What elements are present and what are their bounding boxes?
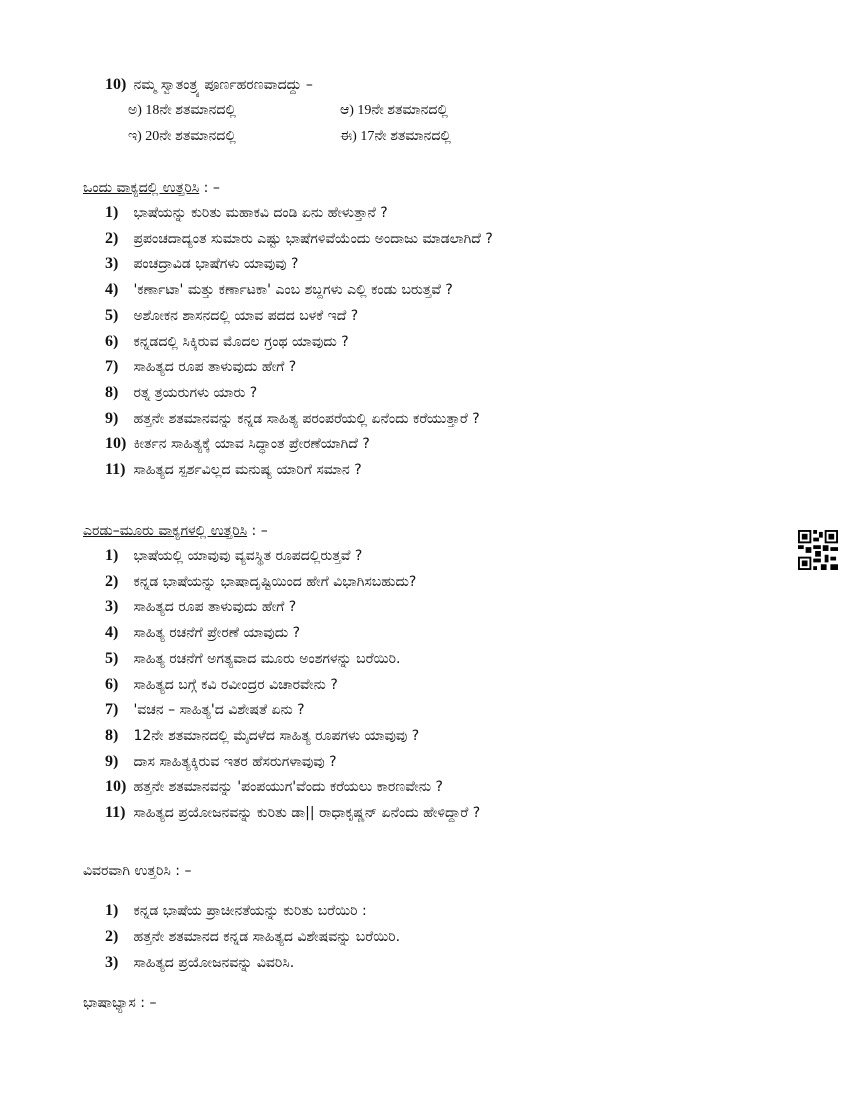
- heading-suffix: : –: [247, 523, 268, 539]
- question-item: [105, 230, 493, 248]
- question-text: ಸಾಹಿತ್ಯ ರಚನೆಗೆ ಅಗತ್ಯವಾದ ಮೂರು ಅಂಶಗಳನ್ನು ಬರೆಯಿರಿ.: [133, 650, 401, 667]
- option-text: 17ನೇ ಶತಮಾನದಲ್ಲಿ: [360, 129, 451, 144]
- question-text: ಭಾಷೆಯಲ್ಲಿ ಯಾವುವು ವ್ಯವಸ್ಥಿತ ರೂಪದಲ್ಲಿರುತ್ತವೆ ?: [133, 548, 363, 564]
- question-text: ನಮ್ಮ ಸ್ವಾತಂತ್ರ್ಯ ಪೂರ್ಣಹರಣವಾದದ್ದು –: [133, 77, 313, 93]
- question-item: [105, 624, 300, 642]
- question-item: [105, 804, 480, 822]
- question-number: 4): [105, 624, 119, 642]
- question-item: [105, 701, 305, 719]
- section3-heading: ವಿವರವಾಗಿ ಉತ್ತರಿಸಿ : –: [83, 863, 192, 879]
- qr-code-icon: [798, 530, 838, 570]
- heading-suffix: : –: [199, 180, 220, 196]
- question-item: [105, 333, 349, 351]
- question-number: 6): [105, 332, 119, 350]
- question-text: ಕನ್ನಡ ಭಾಷೆಯನ್ನು ಭಾಷಾದೃಷ್ಟಿಯಿಂದ ಹೇಗೆ ವಿಭಾಗಿಸಬಹುದು?: [133, 573, 417, 590]
- question-text: ಪಂಚದ್ರಾವಿಡ ಭಾಷೆಗಳು ಯಾವುವು ?: [133, 256, 299, 273]
- question-item: [105, 435, 370, 453]
- question-text: ಸಾಹಿತ್ಯದ ಬಗ್ಗೆ ಕವಿ ರವೀಂದ್ರರ ವಿಚಾರವೇನು ?: [133, 676, 338, 693]
- question-number: 6): [105, 675, 119, 693]
- question-number: 10): [105, 778, 127, 796]
- question-number: 3): [105, 255, 119, 273]
- question-item: [105, 461, 362, 479]
- question-number: 1): [105, 547, 119, 564]
- question-item: [105, 598, 296, 616]
- question-item: [105, 255, 299, 273]
- mcq-option: [340, 102, 448, 120]
- question-item: [105, 753, 337, 771]
- option-text: 18ನೇ ಶತಮಾನದಲ್ಲಿ: [145, 103, 237, 118]
- mcq-option: [340, 128, 451, 146]
- question-item: [105, 307, 358, 325]
- question-number: 3): [105, 954, 119, 971]
- question-item: [105, 928, 400, 946]
- question-number: 1): [105, 902, 119, 919]
- question-text: ಹತ್ತನೇ ಶತಮಾನದ ಕನ್ನಡ ಸಾಹಿತ್ಯದ ವಿಶೇಷವನ್ನು ಬರೆಯಿರಿ.: [133, 929, 401, 945]
- mcq-question: [105, 76, 313, 94]
- question-number: 8): [105, 726, 119, 744]
- mcq-option: [128, 128, 236, 146]
- heading-text: ಎರಡು–ಮೂರು ವಾಕ್ಯಗಳಲ್ಲಿ ಉತ್ತರಿಸಿ: [83, 523, 248, 539]
- question-item: [105, 410, 480, 428]
- option-text: 20ನೇ ಶತಮಾನದಲ್ಲಿ: [145, 129, 236, 144]
- question-number: 8): [105, 383, 119, 401]
- section1-heading: [83, 179, 220, 197]
- question-number: 10): [105, 435, 127, 453]
- question-text: ಕೀರ್ತನ ಸಾಹಿತ್ಯಕ್ಕೆ ಯಾವ ಸಿದ್ಧಾಂತ ಪ್ರೇರಣೆಯಾಗಿದೆ ?: [133, 436, 370, 453]
- question-number: 4): [105, 281, 119, 299]
- question-item: [105, 650, 400, 668]
- option-label: ಆ): [340, 103, 354, 118]
- question-text: ಹತ್ತನೇ ಶತಮಾನವನ್ನು 'ಪಂಪಯುಗ'ವೆಂದು ಕರೆಯಲು ಕಾರಣವೇನು ?: [133, 779, 443, 796]
- question-item: [105, 954, 294, 972]
- question-item: [105, 778, 443, 796]
- question-text: 'ವಚನ – ಸಾಹಿತ್ಯ'ದ ವಿಶೇಷತೆ ಏನು ?: [133, 702, 305, 719]
- option-label: ಇ): [128, 129, 142, 144]
- question-text: ಅಶೋಕನ ಶಾಸನದಲ್ಲಿ ಯಾವ ಪದದ ಬಳಕೆ ಇದೆ ?: [133, 307, 359, 324]
- question-item: [105, 902, 367, 920]
- question-number: 5): [105, 649, 119, 667]
- question-number: 5): [105, 306, 119, 324]
- question-item: [105, 547, 362, 565]
- question-number: 7): [105, 358, 119, 376]
- question-number: 11): [105, 461, 126, 478]
- option-label: ಈ): [340, 129, 357, 144]
- question-number: 10): [105, 76, 127, 93]
- question-text: ಸಾಹಿತ್ಯ ರಚನೆಗೆ ಪ್ರೇರಣೆ ಯಾವುದು ?: [133, 625, 301, 642]
- question-item: [105, 727, 419, 745]
- question-item: [105, 281, 453, 299]
- question-number: 9): [105, 409, 119, 427]
- option-text: 19ನೇ ಶತಮಾನದಲ್ಲಿ: [357, 103, 449, 118]
- question-text: 'ಕರ್ಣಾಟಾ' ಮತ್ತು ಕರ್ಣಾಟಕಾ' ಎಂಬ ಶಬ್ದಗಳು ಎಲ್ಲಿ ಕಂಡು ಬರುತ್ತವೆ ?: [133, 282, 453, 299]
- question-text: ಪ್ರಪಂಚದಾದ್ಯಂತ ಸುಮಾರು ಎಷ್ಟು ಭಾಷೆಗಳಿವೆಯೆಂದು ಅಂದಾಜು ಮಾಡಲಾಗಿದೆ ?: [133, 230, 493, 247]
- question-item: [105, 573, 416, 591]
- question-item: [105, 676, 338, 694]
- section4-heading: ಭಾಷಾಭ್ಯಾಸ : –: [83, 995, 157, 1011]
- question-text: ಕನ್ನಡ ಭಾಷೆಯ ಪ್ರಾಚೀನತೆಯನ್ನು ಕುರಿತು ಬರೆಯಿರಿ :: [133, 903, 367, 919]
- question-number: 2): [105, 572, 119, 590]
- question-text: ಹತ್ತನೇ ಶತಮಾನವನ್ನು ಕನ್ನಡ ಸಾಹಿತ್ಯ ಪರಂಪರೆಯಲ್ಲಿ ಏನೆಂದು ಕರೆಯುತ್ತಾರೆ ?: [133, 410, 480, 427]
- mcq-option: [128, 102, 236, 120]
- question-text: ಸಾಹಿತ್ಯದ ಸ್ಪರ್ಶವಿಲ್ಲದ ಮನುಷ್ಯ ಯಾರಿಗೆ ಸಮಾನ ?: [133, 462, 362, 478]
- question-text: ಸಾಹಿತ್ಯದ ರೂಪ ತಾಳುವುದು ಹೇಗೆ ?: [133, 359, 297, 376]
- heading-text: ಒಂದು ವಾಕ್ಯದಲ್ಲಿ ಉತ್ತರಿಸಿ: [83, 180, 200, 196]
- question-text: ಸಾಹಿತ್ಯದ ರೂಪ ತಾಳುವುದು ಹೇಗೆ ?: [133, 599, 297, 616]
- question-item: [105, 358, 296, 376]
- question-item: [105, 204, 388, 222]
- question-number: 2): [105, 229, 119, 247]
- question-text: ಸಾಹಿತ್ಯದ ಪ್ರಯೋಜನವನ್ನು ವಿವರಿಸಿ.: [133, 955, 295, 971]
- question-text: 12ನೇ ಶತಮಾನದಲ್ಲಿ ಮೈದಳೆದ ಸಾಹಿತ್ಯ ರೂಪಗಳು ಯಾವುವು ?: [133, 727, 420, 744]
- question-item: [105, 384, 257, 402]
- question-number: 3): [105, 598, 119, 616]
- question-text: ದಾಸ ಸಾಹಿತ್ಯಕ್ಕಿರುವ ಇತರ ಹೆಸರುಗಳಾವುವು ?: [133, 753, 337, 770]
- question-text: ಸಾಹಿತ್ಯದ ಪ್ರಯೋಜನವನ್ನು ಕುರಿತು ಡಾ|| ರಾಧಾಕೃಷ್ಣನ್ ಏನೆಂದು ಹೇಳಿದ್ದಾರೆ ?: [133, 805, 481, 821]
- question-text: ಕನ್ನಡದಲ್ಲಿ ಸಿಕ್ಕಿರುವ ಮೊದಲ ಗ್ರಂಥ ಯಾವುದು ?: [133, 333, 349, 350]
- question-number: 11): [105, 804, 126, 821]
- option-label: ಅ): [128, 103, 142, 118]
- question-text: ಭಾಷೆಯನ್ನು ಕುರಿತು ಮಹಾಕವಿ ದಂಡಿ ಏನು ಹೇಳುತ್ತಾನೆ ?: [133, 205, 388, 221]
- question-number: 2): [105, 928, 119, 945]
- question-number: 1): [105, 204, 119, 221]
- question-number: 9): [105, 752, 119, 770]
- section2-heading: [83, 522, 268, 540]
- question-number: 7): [105, 701, 119, 719]
- question-text: ರತ್ನ ತ್ರಯರುಗಳು ಯಾರು ?: [133, 384, 258, 401]
